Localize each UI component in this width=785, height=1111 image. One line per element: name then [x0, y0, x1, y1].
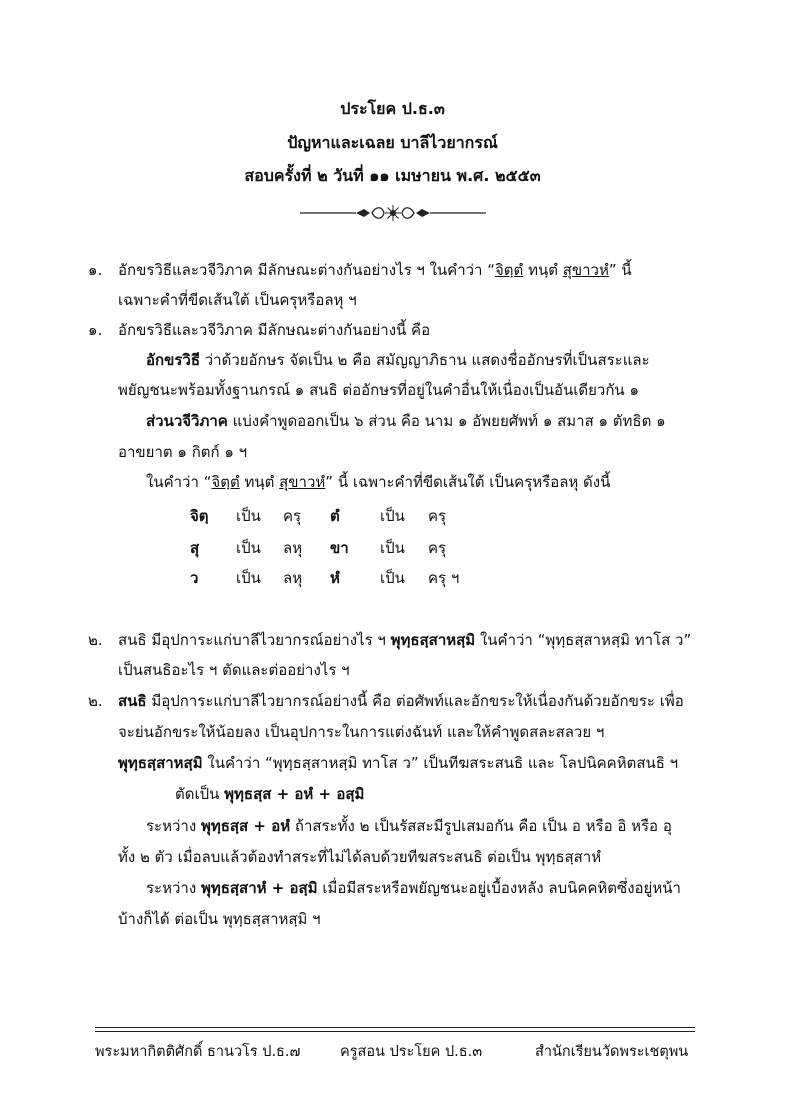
answer-2-line-2: จะย่นอักขระให้น้อยลง เป็นอุปการะในการแต่งฉันท์ และให้คำพูดสละสลวย ฯ	[118, 723, 605, 741]
question-2-end: ในคำว่า “พุทฺธสฺสาหสฺมิ ทาโส ว”	[475, 631, 692, 649]
answer-2-line-5-label: ระหว่าง	[146, 817, 201, 835]
underlined-word-sukhavaham: สุขาวหํ	[562, 261, 609, 279]
answer-2	[88, 689, 684, 713]
answer-2-number: ๒.	[88, 692, 103, 710]
answer-2-line-5-text: ถ้าสระทั้ง ๒ เป็นรัสสะมีรูปเสมอกัน คือ เป็น อ หรือ อิ หรือ อุ	[290, 817, 672, 835]
syllable-weight: ครุ ฯ	[428, 569, 460, 587]
answer-1-para-2-text: แบ่งคำพูดออกเป็น ๖ ส่วน คือ นาม ๑ อัพยยศัพท์ ๑ สมาส ๑ ตัทธิต ๑	[227, 412, 666, 430]
question-2	[88, 628, 691, 652]
term-akkharavidhi: อักขรวิธี	[146, 351, 200, 369]
answer-1-para-1	[146, 348, 650, 372]
answer-2-split	[175, 782, 364, 806]
answer-1-para-2	[146, 409, 666, 433]
underlined-word-jittam: จิตฺตํ	[495, 261, 524, 279]
answer-2-line-5	[146, 814, 672, 838]
answer-2-text: มีอุปการะแก่บาลีไวยากรณ์อย่างนี้ คือ ต่อศัพท์และอักขระให้เนื่องกันด้วยอักขระ เพื่อ	[146, 692, 684, 710]
answer-2-line-3	[118, 751, 678, 775]
question-1-number: ๑.	[88, 261, 103, 279]
answer-1-intro: อักขรวิธีและวจีวิภาค มีลักษณะต่างกันอย่างนี้ คือ	[118, 321, 431, 339]
answer-1	[88, 318, 430, 342]
syllable-verb: เป็น	[236, 569, 261, 587]
answer-2-line-7-label: ระหว่าง	[146, 879, 201, 897]
term-sandhi: สนธิ	[118, 692, 147, 710]
term-buddhassahasmi: พุทฺธสฺสาหสฺมิ	[118, 754, 203, 772]
syllable-verb: เป็น	[380, 507, 405, 525]
header-subject: ปัญหาและเฉลย บาลีไวยากรณ์	[287, 133, 498, 152]
answer-1-para-3	[146, 470, 610, 494]
question-1	[88, 258, 632, 282]
answer-2-line-8: บ้างก็ได้ ต่อเป็น พุทฺธสฺสาหสฺมิ ฯ	[118, 910, 321, 928]
footer-author: พระมหากิตติศักดิ์ ธานวโร ป.ธ.๗	[95, 1044, 301, 1060]
syllable-weight: ลหุ	[283, 539, 303, 557]
answer-2-line-3-text: ในคำว่า “พุทฺธสฺสาหสฺมิ ทาโส ว” เป็นทีฆสระสนธิ และ โลปนิคคหิตสนธิ ฯ	[202, 754, 679, 772]
syllable-verb: เป็น	[236, 539, 261, 557]
answer-1-para-3-end: ” นี้ เฉพาะคำที่ขีดเส้นใต้ เป็นครุหรือลหุ ดังนี้	[325, 473, 611, 491]
syllable: ขา	[330, 539, 349, 557]
question-2-number: ๒.	[88, 631, 103, 649]
answer-2-split-formula: พุทฺธสฺส + อหํ + อสฺมิ	[224, 785, 365, 803]
footer-rule-thin	[95, 1031, 695, 1032]
term-vacivibhaga: ส่วนวจีวิภาค	[146, 412, 228, 430]
answer-1-para-1-line-2: พยัญชนะพร้อมทั้งฐานกรณ์ ๑ สนธิ ต่ออักษรที่อยู่ในคำอื่นให้เนื่องเป็นอันเดียวกัน ๑	[118, 381, 639, 399]
footer-institution: สำนักเรียนวัดพระเชตุพน	[535, 1044, 689, 1060]
answer-2-line-7	[146, 876, 681, 900]
header-class-level: ประโยค ป.ธ.๓	[340, 99, 445, 118]
answer-2-split-label: ตัดเป็น	[175, 785, 225, 803]
syllable-verb: เป็น	[380, 569, 405, 587]
syllable-verb: เป็น	[380, 539, 405, 557]
header-exam-date: สอบครั้งที่ ๒ วันที่ ๑๑ เมษายน พ.ศ. ๒๕๕๓	[244, 166, 541, 185]
ornament-divider-icon	[298, 196, 488, 230]
underlined-word-jittam: จิตฺตํ	[211, 473, 240, 491]
answer-2-line-7-text: เมื่อมีสระหรือพยัญชนะอยู่เบื้องหลัง ลบนิคคหิตซึ่งอยู่หน้า	[317, 879, 681, 897]
syllable: ตํ	[330, 507, 340, 525]
syllable-weight: ลหุ	[283, 569, 303, 587]
syllable: จิตฺ	[190, 507, 209, 525]
question-1-line-2: เฉพาะคำที่ขีดเส้นใต้ เป็นครุหรือลหุ ฯ	[118, 291, 357, 309]
question-1-mid: ทนฺตํ	[523, 261, 563, 279]
answer-1-number: ๑.	[88, 321, 103, 339]
footer-rule	[95, 1027, 695, 1028]
syllable: สุ	[190, 539, 200, 557]
syllable-weight: ครุ	[428, 507, 447, 525]
answer-1-para-1-text: ว่าด้วยอักษร จัดเป็น ๒ คือ สมัญญาภิธาน แสดงชื่ออักษรที่เป็นสระและ	[199, 351, 650, 369]
answer-1-para-2-line-2: อาขยาต ๑ กิตก์ ๑ ฯ	[118, 443, 248, 461]
question-2-text: สนธิ มีอุปการะแก่บาลีไวยากรณ์อย่างไร ฯ	[118, 631, 391, 649]
answer-1-para-3-start: ในคำว่า “	[146, 473, 212, 491]
term-buddhassahasmi: พุทฺธสฺสาหสฺมิ	[390, 631, 476, 649]
answer-2-line-5-formula: พุทฺธสฺส + อหํ	[200, 817, 291, 835]
syllable-weight: ครุ	[428, 539, 447, 557]
answer-2-line-7-formula: พุทฺธสฺสาหํ + อสฺมิ	[200, 879, 318, 897]
question-1-text: อักขรวิธีและวจีวิภาค มีลักษณะต่างกันอย่างไร ฯ ในคำว่า “	[118, 261, 496, 279]
syllable: หํ	[330, 569, 340, 587]
question-2-line-2: เป็นสนธิอะไร ฯ ตัดและต่ออย่างไร ฯ	[118, 661, 350, 679]
underlined-word-sukhavaham: สุขาวหํ	[279, 473, 326, 491]
answer-2-line-6: ทั้ง ๒ ตัว เมื่อลบแล้วต้องทำสระที่ไม่ได้ลบด้วยทีฆสระสนธิ ต่อเป็น พุทฺธสฺสาหํ	[118, 848, 602, 866]
footer-role: ครูสอน ประโยค ป.ธ.๓	[340, 1044, 483, 1060]
answer-1-para-3-mid: ทนฺตํ	[239, 473, 280, 491]
syllable-weight: ครุ	[283, 507, 302, 525]
question-1-end: ” นี้	[608, 261, 632, 279]
syllable-verb: เป็น	[236, 507, 261, 525]
syllable: ว	[190, 569, 199, 587]
